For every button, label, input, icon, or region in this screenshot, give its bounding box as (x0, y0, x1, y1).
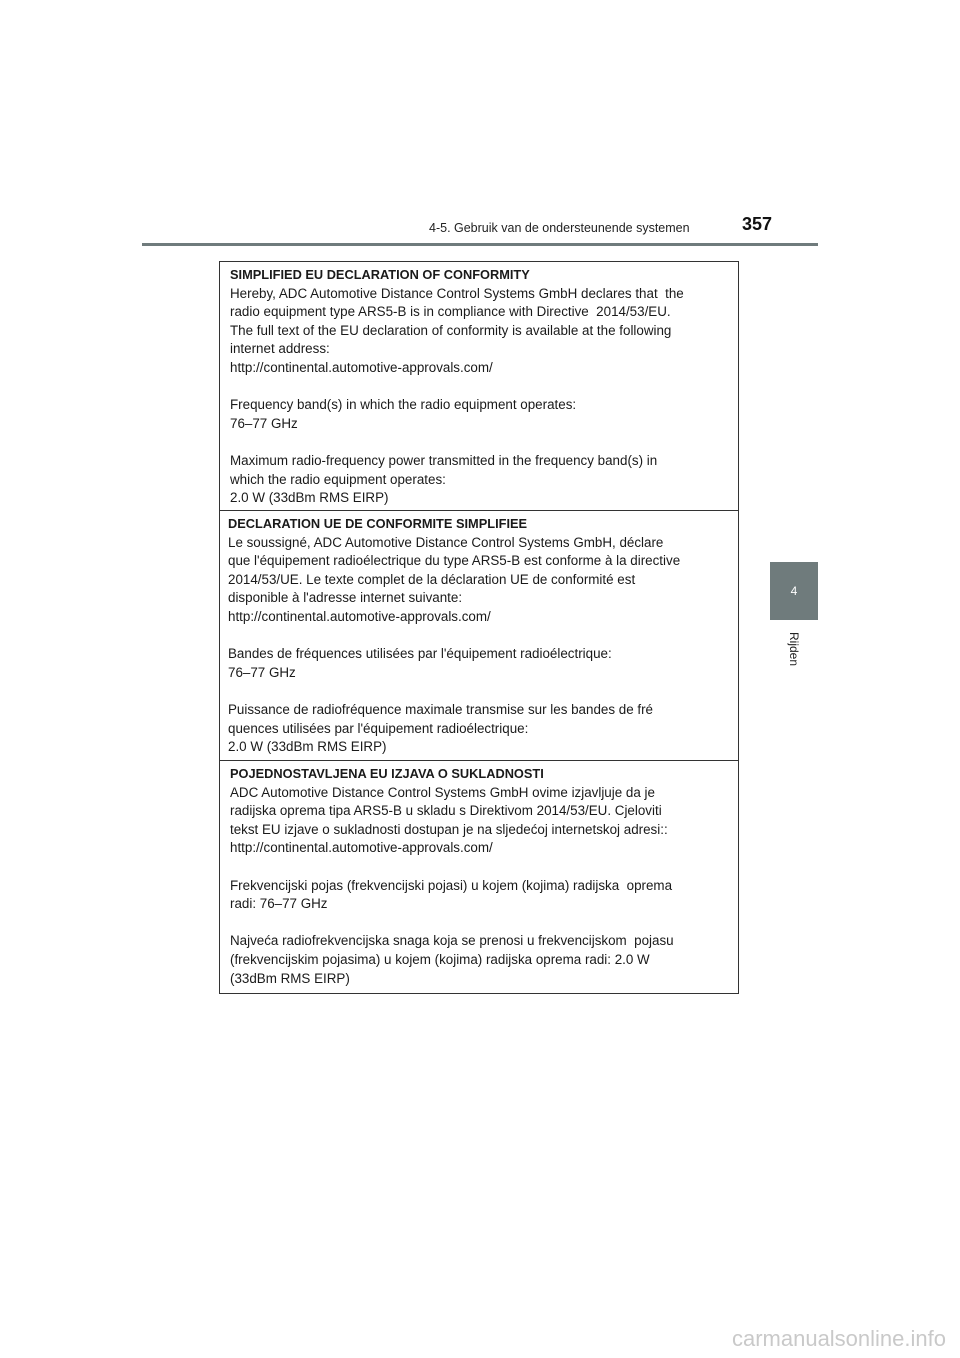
header-divider (142, 243, 818, 246)
declaration-title: POJEDNOSTAVLJENA EU IZJAVA O SUKLADNOSTI (230, 766, 544, 781)
declaration-fr (220, 511, 738, 761)
declaration-title: DECLARATION UE DE CONFORMITE SIMPLIFIEE (228, 516, 528, 531)
frequency-band-text: Bandes de fréquences utilisées par l'équipement radioélectrique: 76–77 GHz (228, 646, 612, 680)
chapter-tab: 4 (770, 562, 818, 620)
declaration-hr (220, 761, 738, 993)
declaration-statement: Le soussigné, ADC Automotive Distance Control Systems GmbH, déclare que l'équipement radioélectrique du type ARS5-B est conforme à la directive 2014/53/UE. Le texte complet de la déclaration UE de conformité est disponible à l'adresse internet suivante: http://continental.automotive-approvals.com/ (228, 534, 681, 624)
declaration-statement: ADC Automotive Distance Control Systems GmbH ovime izjavljuje da je radijska oprema tipa ARS5-B u skladu s Direktivom 2014/53/EU. Cjeloviti tekst EU izjave o sukladnosti dostupan je na sljedećoj internetskoj adresi:: http://continental.automotive-approvals.com/ (230, 784, 668, 856)
section-title: 4-5. Gebruik van de ondersteunende systemen (429, 221, 690, 235)
declarations-box (219, 261, 739, 994)
max-power-text: Maximum radio-frequency power transmitted in the frequency band(s) in which the radio equipment operates: 2.0 W (33dBm RMS EIRP) (230, 452, 658, 506)
frequency-band-text: Frekvencijski pojas (frekvencijski pojasi) u kojem (kojima) radijska oprema radi: 76–77 GHz (230, 877, 673, 912)
frequency-band-text: Frequency band(s) in which the radio equipment operates: 76–77 GHz (230, 397, 577, 431)
max-power-text: Najveća radiofrekvencijska snaga koja se prenosi u frekvencijskom pojasu (frekvencijskim pojasima) u kojem (kojima) radijska oprema radi: 2.0 W (33dBm RMS EIRP) (230, 933, 674, 986)
chapter-label: Rijden (787, 632, 801, 667)
page-number: 357 (742, 214, 773, 234)
declaration-title: SIMPLIFIED EU DECLARATION OF CONFORMITY (230, 267, 530, 282)
watermark: carmanualsonline.info (731, 1326, 946, 1351)
declaration-statement: Hereby, ADC Automotive Distance Control Systems GmbH declares that the radio equipment type ARS5-B is in compliance with Directive 2014/53/EU. The full text of the EU declaration of conformity is available at the following internet address: http://continental.automotive-approvals.com/ (230, 285, 684, 375)
declaration-en (220, 262, 738, 511)
max-power-text: Puissance de radiofréquence maximale transmise sur les bandes de fré quences utilisées par l'équipement radioélectrique: 2.0 W (33dBm RMS EIRP) (228, 701, 654, 755)
